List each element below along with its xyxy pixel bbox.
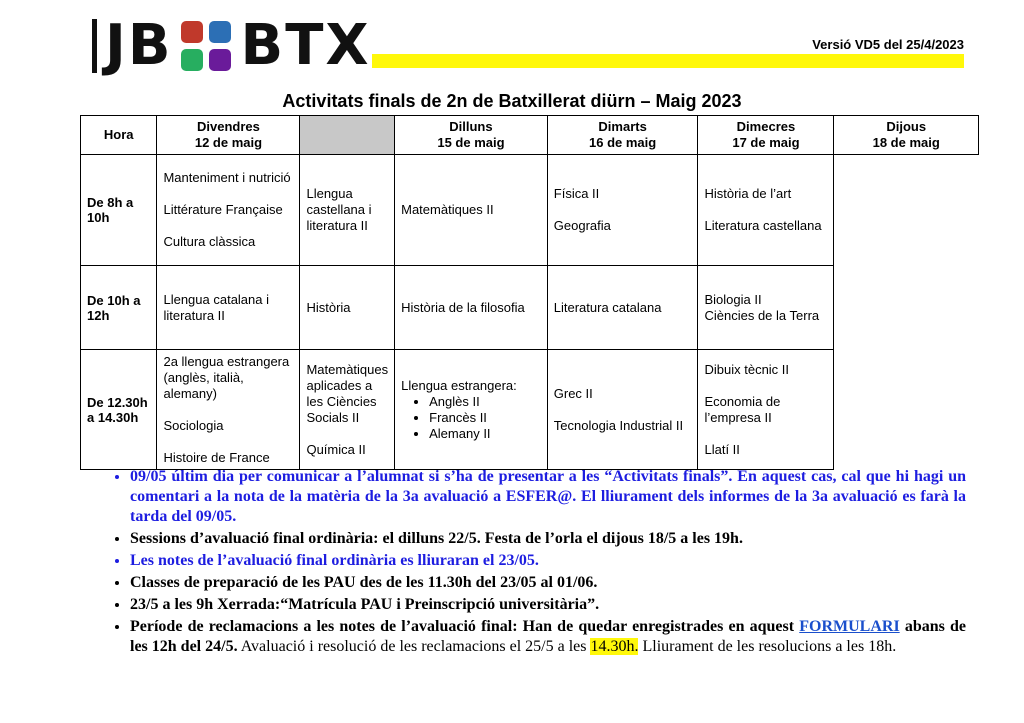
day-header (395, 116, 548, 155)
day-date: 17 de maig (732, 135, 800, 150)
subject: Sociologia (163, 417, 224, 433)
day-header (157, 116, 300, 155)
table-row (81, 350, 979, 470)
day-header (834, 116, 979, 155)
logo-dot (209, 49, 231, 71)
note-item: • Les notes de l’avaluació final ordinària es lliuraran el 23/05. (130, 551, 966, 571)
page-title: Activitats finals de 2n de Batxillerat diürn – Maig 2023 (282, 91, 742, 111)
subject: Dibuix tècnic II (704, 361, 790, 377)
day-name: Dimecres (736, 119, 796, 134)
list-item: • Anglès II (429, 394, 541, 410)
hour-cell: De 8h a 10h (81, 155, 157, 266)
logo-text-left: JB (105, 13, 173, 78)
subject: Histoire de France (163, 449, 270, 465)
table-cell (547, 155, 698, 266)
logo-text-right: BTX (240, 13, 371, 78)
highlighted-time: 14.30h. (590, 638, 639, 655)
subject: Cultura clàssica (163, 234, 256, 249)
separator-column (300, 116, 395, 155)
subject: Geografia (553, 218, 611, 233)
note-text: Període de reclamacions a les notes de l’avaluació final: Han de quedar enregistrades en aquest (130, 618, 795, 635)
table-cell (395, 266, 548, 350)
note-item: • 09/05 últim dia per comunicar a l’alumnat si s’ha de presentar a les “Activitats finals”. En aquest cas, cal que hi hagi un comentari a la nota de la matèria de la 3a avaluació a ESFER@. El lliurament dels informes de la 3a avaluació es farà la tarda del 09/05. (130, 467, 966, 527)
subject: Llengua castellana i literatura II (306, 186, 372, 233)
note-item: • Classes de preparació de les PAU des de les 11.30h del 23/05 al 01/06. (130, 573, 966, 593)
subject: Tecnologia Industrial II (553, 417, 684, 433)
note-item (130, 617, 966, 657)
day-date: 18 de maig (872, 135, 940, 150)
subject: Història (306, 299, 351, 315)
subject: Biologia II Ciències de la Terra (704, 291, 820, 323)
subject: Economia de l’empresa II (704, 393, 781, 425)
notes-section (108, 467, 966, 659)
subject: Literatura catalana (553, 299, 662, 315)
logo-dots (181, 21, 231, 71)
day-name: Dijous (886, 119, 927, 134)
table-cell (547, 350, 698, 470)
subject: Literatura castellana (704, 218, 822, 233)
hour-header: Hora (81, 116, 157, 155)
table-header-row (81, 116, 979, 155)
note-text: abans de les 12h del 24/5. (130, 618, 967, 655)
subject: Matemàtiques II (401, 202, 494, 217)
table-cell (300, 266, 395, 350)
header-yellow-strip (372, 54, 964, 68)
list-item: • Francès II (429, 410, 541, 426)
subject: Història de l’art (704, 186, 792, 201)
note-text: Lliurament de les resolucions a les 18h. (642, 638, 897, 655)
note-item: • 23/5 a les 9h Xerrada:“Matrícula PAU i Preinscripció universitària”. (130, 595, 966, 615)
table-cell (698, 350, 834, 470)
day-header (547, 116, 698, 155)
logo (92, 14, 371, 78)
table-cell (698, 155, 834, 266)
subject: Grec II (553, 385, 593, 401)
table-cell (157, 266, 300, 350)
table-row (81, 155, 979, 266)
day-date: 15 de maig (437, 135, 505, 150)
version-label: Versió VD5 del 25/4/2023 (812, 37, 964, 52)
day-date: 16 de maig (589, 135, 657, 150)
table-cell (157, 350, 300, 470)
note-item: • Sessions d’avaluació final ordinària: el dilluns 22/5. Festa de l’orla el dijous 18/5 a les 19h. (130, 529, 966, 549)
logo-dot (181, 49, 203, 71)
logo-dot (181, 21, 203, 43)
day-name: Divendres (197, 119, 260, 134)
notes-list (108, 467, 966, 657)
subject: Llengua catalana i literatura II (163, 291, 269, 323)
subject: Littérature Française (163, 202, 283, 217)
list-item: • Alemany II (429, 426, 541, 442)
subject: 2a llengua estrangera (anglès, italià, alemany) (163, 353, 290, 401)
day-name: Dilluns (449, 119, 493, 134)
subject: Matemàtiques aplicades a les Ciències Socials II (306, 361, 389, 425)
table-cell (547, 266, 698, 350)
hour-cell: De 10h a 12h (81, 266, 157, 350)
formulari-link[interactable]: FORMULARI (799, 618, 900, 635)
table-cell (300, 350, 395, 470)
logo-bar (92, 19, 97, 73)
subject: Llatí II (704, 441, 740, 457)
note-text: Avaluació i resolució de les reclamacions el 25/5 a les (240, 638, 587, 655)
table-cell (157, 155, 300, 266)
table-cell (300, 155, 395, 266)
table-row (81, 266, 979, 350)
subject: Química II (306, 441, 366, 457)
language-list (401, 394, 541, 442)
hour-cell: De 12.30h a 14.30h (81, 350, 157, 470)
subject: Física II (553, 186, 600, 201)
table-cell (395, 350, 548, 470)
subject: Manteniment i nutrició (163, 170, 291, 185)
schedule-table (80, 115, 979, 470)
logo-dot (209, 21, 231, 43)
table-cell (395, 155, 548, 266)
day-date: 12 de maig (194, 135, 263, 150)
subject-intro: Llengua estrangera: (401, 377, 517, 393)
subject: Història de la filosofia (401, 299, 525, 315)
day-header (698, 116, 834, 155)
table-cell (698, 266, 834, 350)
day-name: Dimarts (598, 119, 647, 134)
